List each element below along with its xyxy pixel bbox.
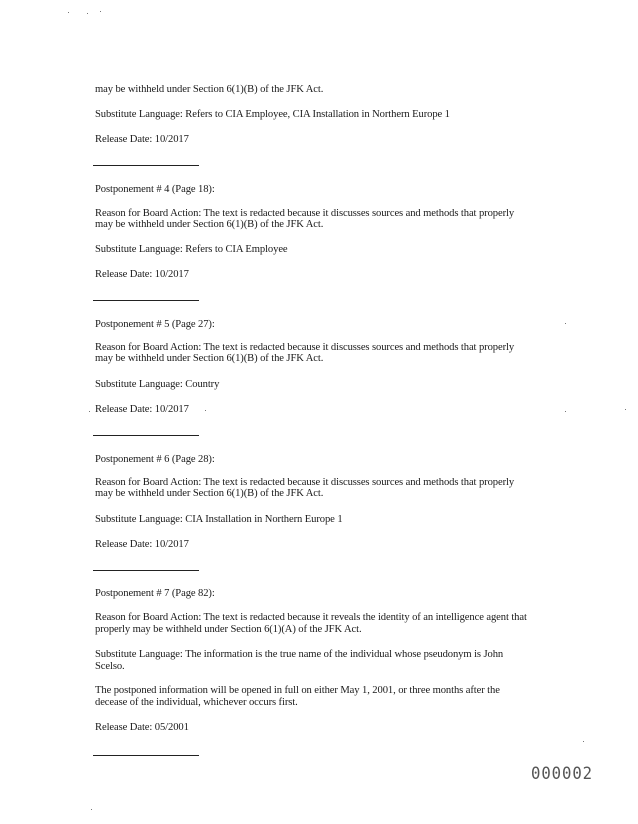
withheld-clause-line: may be withheld under Section 6(1)(B) of the JFK Act.: [95, 84, 324, 95]
reason-line: Reason for Board Action: The text is redacted because it discusses sources and methods that properly: [95, 208, 515, 219]
scan-speck: [87, 13, 88, 14]
release-date-line: Release Date: 10/2017: [95, 134, 189, 145]
scan-speck: [89, 411, 90, 412]
substitute-language-line: Substitute Language: CIA Installation in Northern Europe 1: [95, 514, 343, 525]
substitute-language-line: Substitute Language: Refers to CIA Employee: [95, 244, 288, 255]
section-divider: [93, 570, 199, 571]
substitute-language-line: Substitute Language: The information is the true name of the individual whose pseudonym is John: [95, 649, 504, 660]
release-date-line: Release Date: 05/2001: [95, 722, 189, 733]
opening-clause-line-cont: decease of the individual, whichever occurs first.: [95, 697, 298, 708]
opening-clause-line: The postponed information will be opened in full on either May 1, 2001, or three months after the: [95, 685, 500, 696]
scan-speck: [583, 741, 584, 742]
scan-speck: [625, 409, 626, 410]
reason-line: Reason for Board Action: The text is redacted because it reveals the identity of an intelligence agent that: [95, 612, 527, 623]
reason-line-cont: may be withheld under Section 6(1)(B) of the JFK Act.: [95, 219, 324, 230]
reason-line-cont: may be withheld under Section 6(1)(B) of the JFK Act.: [95, 353, 324, 364]
scan-speck: [565, 323, 566, 324]
scan-speck: [91, 809, 92, 810]
scan-speck: [565, 411, 566, 412]
scan-speck: [205, 410, 206, 411]
reason-line-cont: properly may be withheld under Section 6(1)(A) of the JFK Act.: [95, 624, 362, 635]
substitute-language-line: Substitute Language: Country: [95, 379, 220, 390]
scan-speck: [100, 11, 101, 12]
release-date-line: Release Date: 10/2017: [95, 404, 189, 415]
reason-line: Reason for Board Action: The text is redacted because it discusses sources and methods that properly: [95, 342, 515, 353]
section-divider: [93, 755, 199, 756]
postponement-7-heading: Postponement # 7 (Page 82):: [95, 588, 215, 599]
release-date-line: Release Date: 10/2017: [95, 269, 189, 280]
section-divider: [93, 435, 199, 436]
section-divider: [93, 300, 199, 301]
substitute-language-line: Substitute Language: Refers to CIA Employee, CIA Installation in Northern Europe 1: [95, 109, 450, 120]
postponement-4-heading: Postponement # 4 (Page 18):: [95, 184, 215, 195]
scan-speck: [68, 12, 69, 13]
section-divider: [93, 165, 199, 166]
substitute-language-line-cont: Scelso.: [95, 661, 125, 672]
reason-line-cont: may be withheld under Section 6(1)(B) of the JFK Act.: [95, 488, 324, 499]
postponement-6-heading: Postponement # 6 (Page 28):: [95, 454, 215, 465]
document-number-stamp: 000002: [531, 764, 594, 784]
reason-line: Reason for Board Action: The text is redacted because it discusses sources and methods that properly: [95, 477, 515, 488]
release-date-line: Release Date: 10/2017: [95, 539, 189, 550]
postponement-5-heading: Postponement # 5 (Page 27):: [95, 319, 215, 330]
